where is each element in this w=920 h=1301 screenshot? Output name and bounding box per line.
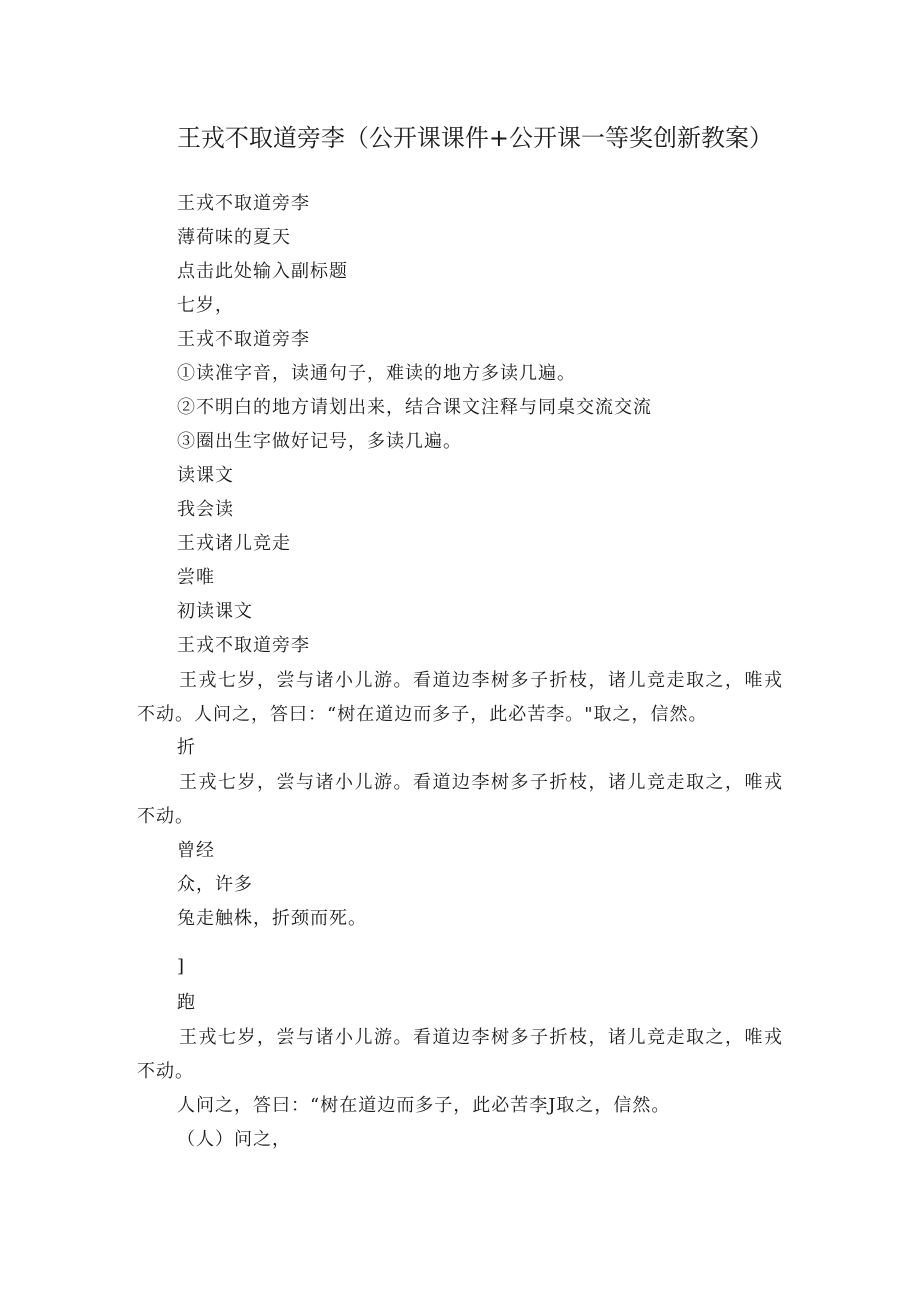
text-line: 我会读 — [177, 499, 234, 520]
text-line: 众，许多 — [177, 874, 253, 895]
text-line: 王戎诸儿竞走 — [177, 533, 291, 554]
text-paragraph: 王戎七岁，尝与诸小儿游。看道边李树多子折枝，诸儿竞走取之，唯戎不动。 — [137, 772, 783, 827]
text-line: 薄荷味的夏天 — [177, 227, 291, 248]
text-line: 点击此处输入副标题 — [177, 261, 348, 282]
text-line: （人）问之， — [177, 1129, 291, 1150]
text-line: 读课文 — [177, 465, 234, 486]
text-line: 七岁， — [177, 295, 234, 316]
text-line: 人问之，答曰：“树在道边而多子，此必苦李J取之，信然。 — [177, 1095, 671, 1116]
text-line: 王戎不取道旁李 — [177, 193, 310, 214]
text-line: 曾经 — [177, 840, 215, 861]
text-line: 王戎不取道旁李 — [177, 635, 310, 656]
text-line: ②不明白的地方请划出来，结合课文注释与同桌交流交流 — [177, 397, 652, 418]
text-line: ①读准字音，读通句子，难读的地方多读几遍。 — [177, 363, 576, 384]
text-line: 初读课文 — [177, 601, 253, 622]
text-line: ] — [177, 956, 186, 977]
text-line: 折 — [177, 737, 196, 758]
text-line: ③圈出生字做好记号，多读几遍。 — [177, 431, 462, 452]
text-line: 兔走触株，折颈而死。 — [177, 908, 367, 929]
text-line: 尝唯 — [177, 567, 215, 588]
text-paragraph: 王戎七岁，尝与诸小儿游。看道边李树多子折枝，诸儿竞走取之，唯戎不动。 — [137, 1027, 783, 1082]
document-title: 王戎不取道旁李（公开课课件+公开课一等奖创新教案） — [176, 124, 774, 152]
text-paragraph: 王戎七岁，尝与诸小儿游。看道边李树多子折枝，诸儿竞走取之，唯戎不动。人问之，答曰：“树在道边而多子，此必苦李。"取之，信然。 — [137, 670, 783, 725]
text-line: 王戎不取道旁李 — [177, 329, 310, 350]
text-line: 跑 — [177, 992, 196, 1013]
